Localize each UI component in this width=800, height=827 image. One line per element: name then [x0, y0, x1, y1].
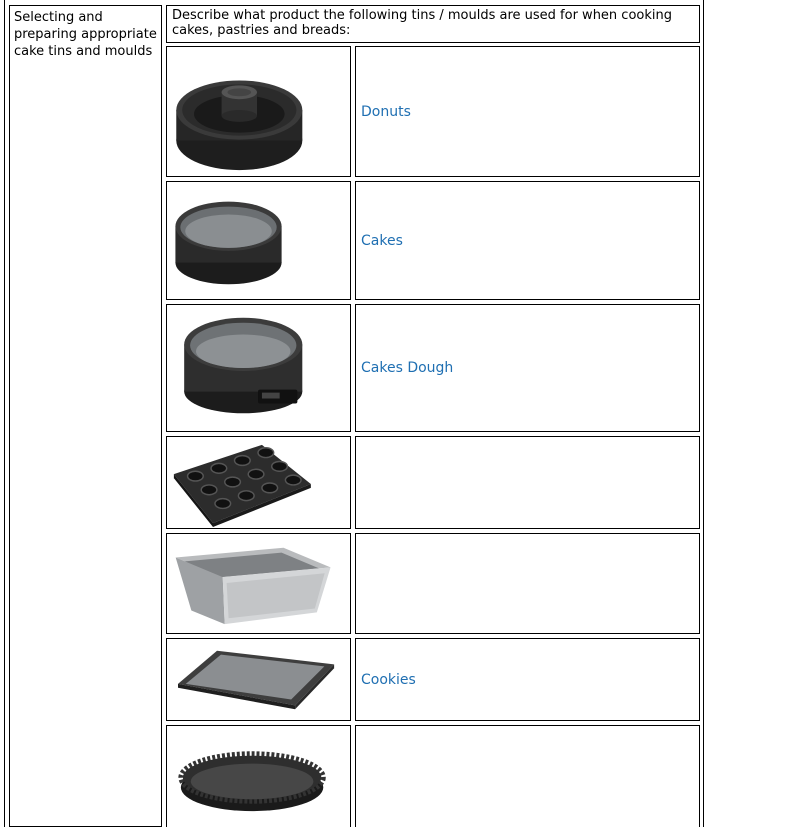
round-cake-tin-icon	[167, 182, 350, 299]
topic-text: Selecting and preparing appropriate cake tins and moulds	[14, 10, 157, 59]
answer-cell[interactable]	[355, 436, 700, 529]
answer-cell[interactable]	[355, 46, 700, 177]
tin-image-cell	[166, 436, 351, 529]
answer-cell[interactable]	[355, 638, 700, 721]
answer-text: Cakes	[361, 232, 403, 249]
answer-text: Donuts	[361, 103, 411, 120]
tin-image-cell	[166, 304, 351, 432]
loaf-tin-icon	[167, 534, 350, 633]
springform-tin-icon	[167, 305, 350, 431]
tin-image-cell	[166, 181, 351, 300]
answer-text: Cakes Dough	[361, 360, 454, 376]
topic-cell	[9, 5, 162, 827]
tin-image-cell	[166, 725, 351, 827]
question-text: Describe what product the following tins / moulds are used for when cooking cakes, pastries and breads:	[172, 8, 672, 38]
savarin-ring-mould-icon	[167, 47, 350, 176]
answer-cell[interactable]	[355, 533, 700, 634]
fluted-flan-tin-icon	[167, 726, 350, 827]
question-cell	[166, 5, 700, 43]
tin-image-cell	[166, 46, 351, 177]
tin-image-cell	[166, 638, 351, 721]
answer-cell[interactable]	[355, 181, 700, 300]
tin-image-cell	[166, 533, 351, 634]
baking-sheet-icon	[167, 639, 350, 720]
muffin-tray-icon	[167, 437, 350, 528]
answer-cell[interactable]	[355, 304, 700, 432]
answer-text: Cookies	[361, 671, 416, 688]
answer-cell[interactable]	[355, 725, 700, 827]
